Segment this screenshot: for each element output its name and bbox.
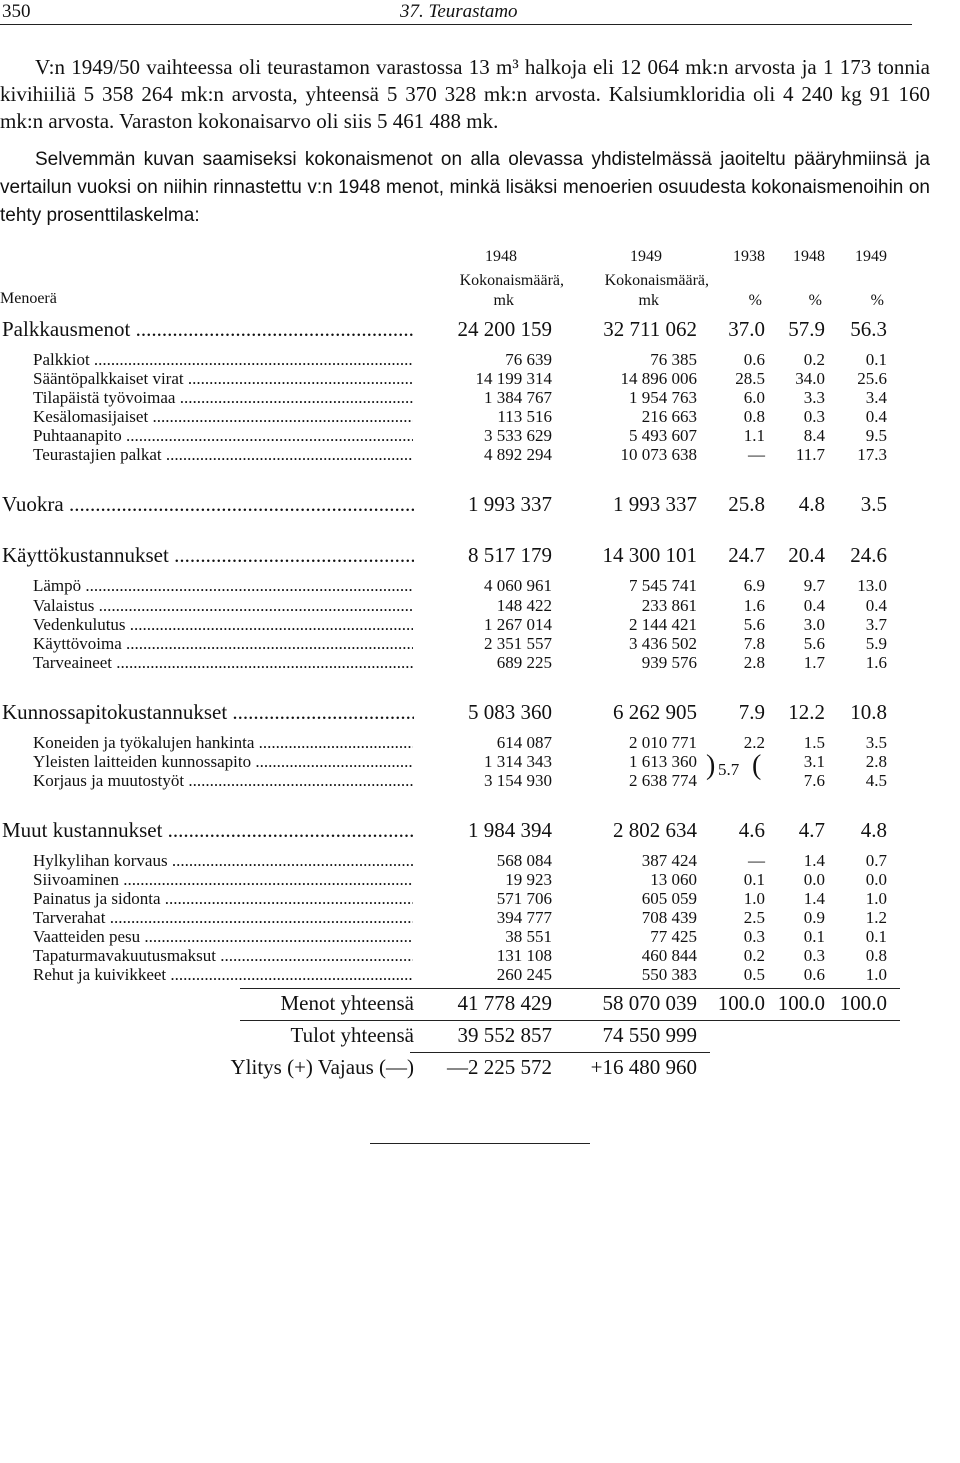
row-value: 76 639	[505, 350, 552, 369]
row-value: 131 108	[496, 946, 552, 965]
row-value: 0.4	[803, 596, 825, 615]
row-value: 37.0	[728, 317, 765, 341]
subcategory-row	[0, 733, 960, 753]
row-value: 3.5	[865, 733, 887, 752]
row-label-text: Tilapäistä työvoimaa	[33, 388, 176, 407]
row-value: 17.3	[857, 445, 887, 464]
row-value: 0.4	[865, 407, 887, 426]
row-value: 7.6	[803, 771, 825, 790]
subcategory-row	[0, 388, 960, 408]
row-value: 57.9	[788, 317, 825, 341]
row-value: 25.6	[857, 369, 887, 388]
total-value: 41 778 429	[457, 991, 552, 1015]
subcategory-row	[0, 653, 960, 673]
total-value: 58 070 039	[602, 991, 697, 1015]
row-value: 2 010 771	[629, 733, 697, 752]
row-value: 0.8	[865, 946, 887, 965]
row-value: 1.4	[803, 889, 825, 908]
row-label-text: Tarveaineet	[33, 653, 113, 672]
row-value: 4.8	[860, 818, 887, 842]
subcategory-row	[0, 908, 960, 928]
row-value: 1 384 767	[484, 388, 552, 407]
row-value: 9.5	[865, 426, 887, 445]
row-value: 708 439	[641, 908, 697, 927]
row-value: 4.7	[798, 818, 825, 842]
row-value: 12.2	[788, 700, 825, 724]
row-value: 2.2	[743, 733, 765, 752]
row-value: 2.5	[743, 908, 765, 927]
closing-rule	[370, 1143, 590, 1144]
subcategory-row	[0, 350, 960, 370]
total-rule	[240, 988, 900, 989]
row-value: 14 199 314	[475, 369, 552, 388]
row-value: 3.1	[803, 752, 825, 771]
subcategory-row	[0, 634, 960, 654]
row-label	[33, 576, 413, 596]
row-value: 1 314 343	[484, 752, 552, 771]
row-label	[33, 752, 413, 772]
row-label	[33, 445, 413, 465]
row-label-text: Vaatteiden pesu	[33, 927, 141, 946]
row-value: 1.6	[743, 596, 765, 615]
row-value: 550 383	[641, 965, 697, 984]
row-label	[2, 492, 414, 517]
row-value: —	[748, 851, 765, 870]
row-label-text: Koneiden ja työkalujen hankinta	[33, 733, 255, 752]
subcategory-row	[0, 889, 960, 909]
total-rule	[240, 1020, 900, 1021]
subcategory-row	[0, 965, 960, 985]
row-value: 2 351 557	[484, 634, 552, 653]
row-label	[33, 596, 413, 616]
category-row	[0, 700, 960, 728]
row-value: 2.8	[743, 653, 765, 672]
subcategory-row	[0, 615, 960, 635]
brace-left: )	[706, 750, 716, 781]
row-value: 148 422	[496, 596, 552, 615]
subcategory-row	[0, 596, 960, 616]
row-label	[33, 889, 413, 909]
row-value: 0.6	[743, 350, 765, 369]
total-value: +16 480 960	[590, 1055, 697, 1079]
row-label-text: Tarverahat	[33, 908, 106, 927]
row-value: 0.3	[803, 407, 825, 426]
row-value: 1 993 337	[613, 492, 697, 516]
subcategory-row	[0, 752, 960, 772]
category-row	[0, 543, 960, 571]
row-value: 3 154 930	[484, 771, 552, 790]
row-value: 1.5	[803, 733, 825, 752]
row-label-text: Vedenkulutus	[33, 615, 126, 634]
total-label: Tulot yhteensä	[290, 1023, 414, 1047]
page-number: 350	[2, 1, 31, 22]
row-value: 24 200 159	[457, 317, 552, 341]
row-value: 20.4	[788, 543, 825, 567]
row-value: —	[748, 445, 765, 464]
row-value: 1.1	[743, 426, 765, 445]
row-value: 4.8	[798, 492, 825, 516]
row-value: 77 425	[650, 927, 697, 946]
row-value: 3 533 629	[484, 426, 552, 445]
row-value: 1.0	[865, 965, 887, 984]
subcategory-row	[0, 927, 960, 947]
row-value: 2 802 634	[613, 818, 697, 842]
row-label	[33, 771, 413, 791]
row-label-text: Kunnossapitokustannukset	[2, 700, 228, 724]
row-value: 3 436 502	[629, 634, 697, 653]
row-value: 0.3	[803, 946, 825, 965]
row-value: 1 984 394	[468, 818, 552, 842]
row-value: 216 663	[641, 407, 697, 426]
subcategory-row	[0, 426, 960, 446]
row-value: 568 084	[496, 851, 552, 870]
row-value: 6 262 905	[613, 700, 697, 724]
row-value: 387 424	[641, 851, 697, 870]
row-label	[33, 733, 413, 753]
col-year: 1948	[793, 248, 825, 265]
col-year: 1938	[733, 248, 765, 265]
category-row	[0, 317, 960, 345]
row-label	[33, 426, 413, 446]
row-label	[2, 543, 414, 568]
row-value: 233 861	[641, 596, 697, 615]
row-value: 614 087	[496, 733, 552, 752]
row-label-text: Sääntöpalkkaiset virat	[33, 369, 184, 388]
row-value: 1.0	[743, 889, 765, 908]
subcategory-row	[0, 407, 960, 427]
row-value: 1.0	[865, 889, 887, 908]
row-label	[33, 908, 413, 928]
row-value: 0.8	[743, 407, 765, 426]
row-value: 1.7	[803, 653, 825, 672]
subcategory-row	[0, 946, 960, 966]
row-value: 0.1	[743, 870, 765, 889]
subcategory-row	[0, 771, 960, 791]
row-value: 1.6	[865, 653, 887, 672]
row-value: 0.1	[865, 350, 887, 369]
subcategory-row	[0, 870, 960, 890]
row-label-text: Yleisten laitteiden kunnossapito	[33, 752, 252, 771]
row-value: 1.2	[865, 908, 887, 927]
column-header-menoera: Menoerä	[0, 290, 57, 307]
paragraph-intro: Selvemmän kuvan saamiseksi kokonaismenot on alla olevassa yhdistelmässä jaoiteltu pääryhmiinsä ja vertailun vuoksi on niihin rinnastettu v:n 1948 menot, minkä lisäksi menoerien osuudesta kokonaismenoihin on tehty prosenttilaskelma:	[0, 149, 930, 226]
row-label-text: Rehut ja kuivikkeet	[33, 965, 167, 984]
row-value: 14 300 101	[602, 543, 697, 567]
brace-right: (	[752, 750, 762, 781]
row-value: 24.6	[850, 543, 887, 567]
row-label-text: Vuokra	[2, 492, 64, 516]
row-value: 1 954 763	[629, 388, 697, 407]
row-value: 2.8	[865, 752, 887, 771]
row-label-text: Palkkiot	[33, 350, 90, 369]
col-year: 1948	[485, 248, 517, 265]
subcategory-row	[0, 576, 960, 596]
row-label	[33, 407, 413, 427]
row-value: 11.7	[795, 445, 825, 464]
row-value: 939 576	[641, 653, 697, 672]
row-value: 3.3	[803, 388, 825, 407]
row-label	[33, 965, 413, 985]
col-unit: %	[748, 292, 762, 309]
row-value: 260 245	[496, 965, 552, 984]
row-value: 0.6	[803, 965, 825, 984]
row-value: 5.6	[803, 634, 825, 653]
row-label-text: Siivoaminen	[33, 870, 119, 889]
subcategory-row	[0, 445, 960, 465]
row-value: 0.3	[743, 927, 765, 946]
col-unit: %	[808, 292, 822, 309]
row-label-text: Käyttökustannukset	[2, 543, 169, 567]
row-label-text: Käyttövoima	[33, 634, 122, 653]
row-label	[33, 851, 413, 871]
row-label-text: Muut kustannukset	[2, 818, 163, 842]
category-row	[0, 818, 960, 846]
row-value: 7.9	[738, 700, 765, 724]
row-label-text: Korjaus ja muutostyöt	[33, 771, 185, 790]
row-value: 571 706	[496, 889, 552, 908]
row-label-text: Hylkylihan korvaus	[33, 851, 168, 870]
row-value: 605 059	[641, 889, 697, 908]
row-label	[33, 946, 413, 966]
row-value: 25.8	[728, 492, 765, 516]
total-label: Ylitys (+) Vajaus (—)	[230, 1055, 414, 1079]
row-value: 3.5	[860, 492, 887, 516]
row-value: 2 638 774	[629, 771, 697, 790]
total-value: 100.0	[839, 991, 887, 1015]
paragraph-inventory: V:n 1949/50 vaihteessa oli teurastamon varastossa 13 m³ halkoja eli 12 064 mk:n arvosta ja 1 173 tonnia kivihiiliä 5 358 264 mk:n arvosta, yhteensä 5 370 328 mk:n arvosta. Kalsiumkloridia oli 4 240 kg 91 160 mk:n arvosta. Varaston kokonaisarvo oli siis 5 461 488 mk.	[0, 55, 930, 133]
row-value: 0.0	[865, 870, 887, 889]
row-value: 5.9	[865, 634, 887, 653]
row-value: 394 777	[496, 908, 552, 927]
row-label-text: Palkkausmenot	[2, 317, 131, 341]
total-label: Menot yhteensä	[280, 991, 414, 1015]
row-label	[2, 700, 414, 725]
row-value: 4 060 961	[484, 576, 552, 595]
total-rule	[410, 1052, 710, 1053]
col-unit: mk	[638, 292, 659, 309]
row-value: 6.9	[743, 576, 765, 595]
row-value: 1 613 360	[629, 752, 697, 771]
row-value: 1.4	[803, 851, 825, 870]
row-value: 689 225	[496, 653, 552, 672]
row-value: 14 896 006	[620, 369, 697, 388]
row-label	[33, 388, 413, 408]
row-value: 34.0	[795, 369, 825, 388]
row-value: 0.1	[803, 927, 825, 946]
row-label-text: Lämpö	[33, 576, 82, 595]
row-value: 3.7	[865, 615, 887, 634]
row-value: 10.8	[850, 700, 887, 724]
category-row	[0, 492, 960, 520]
row-value: 56.3	[850, 317, 887, 341]
row-value: 13 060	[650, 870, 697, 889]
total-value: —2 225 572	[447, 1055, 552, 1079]
col-year: 1949	[855, 248, 887, 265]
row-value: 0.1	[865, 927, 887, 946]
row-value: 2 144 421	[629, 615, 697, 634]
row-value: 460 844	[641, 946, 697, 965]
row-label-text: Painatus ja sidonta	[33, 889, 161, 908]
row-value: 0.2	[743, 946, 765, 965]
row-value: 13.0	[857, 576, 887, 595]
row-value: 10 073 638	[620, 445, 697, 464]
col-unit: %	[870, 292, 884, 309]
row-label	[33, 927, 413, 947]
row-value: 76 385	[650, 350, 697, 369]
row-value: 4.5	[865, 771, 887, 790]
col-kind: Kokonaismäärä,	[459, 272, 564, 289]
row-value: 7 545 741	[629, 576, 697, 595]
row-label	[33, 350, 413, 370]
row-label	[33, 653, 413, 673]
row-value: 24.7	[728, 543, 765, 567]
row-value: 28.5	[735, 369, 765, 388]
row-value: 1 993 337	[468, 492, 552, 516]
row-label-text: Tapaturmavakuutusmaksut	[33, 946, 216, 965]
row-label-text: Kesälomasijaiset	[33, 407, 149, 426]
row-value: 0.0	[803, 870, 825, 889]
row-value: 0.4	[865, 596, 887, 615]
row-value: 4.6	[738, 818, 765, 842]
row-value: 0.7	[865, 851, 887, 870]
row-value: 5 493 607	[629, 426, 697, 445]
running-title: 37. Teurastamo	[400, 1, 518, 22]
col-year: 1949	[630, 248, 662, 265]
row-value: 38 551	[505, 927, 552, 946]
row-label	[33, 369, 413, 389]
row-label-text: Teurastajien palkat	[33, 445, 162, 464]
row-value: 0.2	[803, 350, 825, 369]
row-value: 9.7	[803, 576, 825, 595]
row-label	[33, 615, 413, 635]
row-value: 32 711 062	[603, 317, 697, 341]
row-label-text: Valaistus	[33, 596, 95, 615]
col-unit: mk	[493, 292, 514, 309]
row-value: 0.9	[803, 908, 825, 927]
row-label	[33, 870, 413, 890]
page-header	[0, 0, 960, 24]
row-value: 3.4	[865, 388, 887, 407]
row-value: 7.8	[743, 634, 765, 653]
col-kind: Kokonaismäärä,	[604, 272, 709, 289]
row-label-text: Puhtaanapito	[33, 426, 122, 445]
brace-value: 5.7	[718, 760, 740, 779]
total-value: 100.0	[717, 991, 765, 1015]
row-value: 8 517 179	[468, 543, 552, 567]
row-value: 4 892 294	[484, 445, 552, 464]
subcategory-row	[0, 851, 960, 871]
total-value: 100.0	[777, 991, 825, 1015]
row-value: 19 923	[505, 870, 552, 889]
row-label	[2, 818, 414, 843]
row-value: 6.0	[743, 388, 765, 407]
row-label	[2, 317, 414, 342]
row-value: 1 267 014	[484, 615, 552, 634]
total-value: 39 552 857	[457, 1023, 552, 1047]
row-value: 5.6	[743, 615, 765, 634]
row-value: 3.0	[803, 615, 825, 634]
row-value: 0.5	[743, 965, 765, 984]
row-label	[33, 634, 413, 654]
subcategory-row	[0, 369, 960, 389]
row-value: 8.4	[803, 426, 825, 445]
row-value: 113 516	[497, 407, 552, 426]
header-rule	[0, 24, 912, 25]
row-value: 5 083 360	[468, 700, 552, 724]
total-value: 74 550 999	[602, 1023, 697, 1047]
